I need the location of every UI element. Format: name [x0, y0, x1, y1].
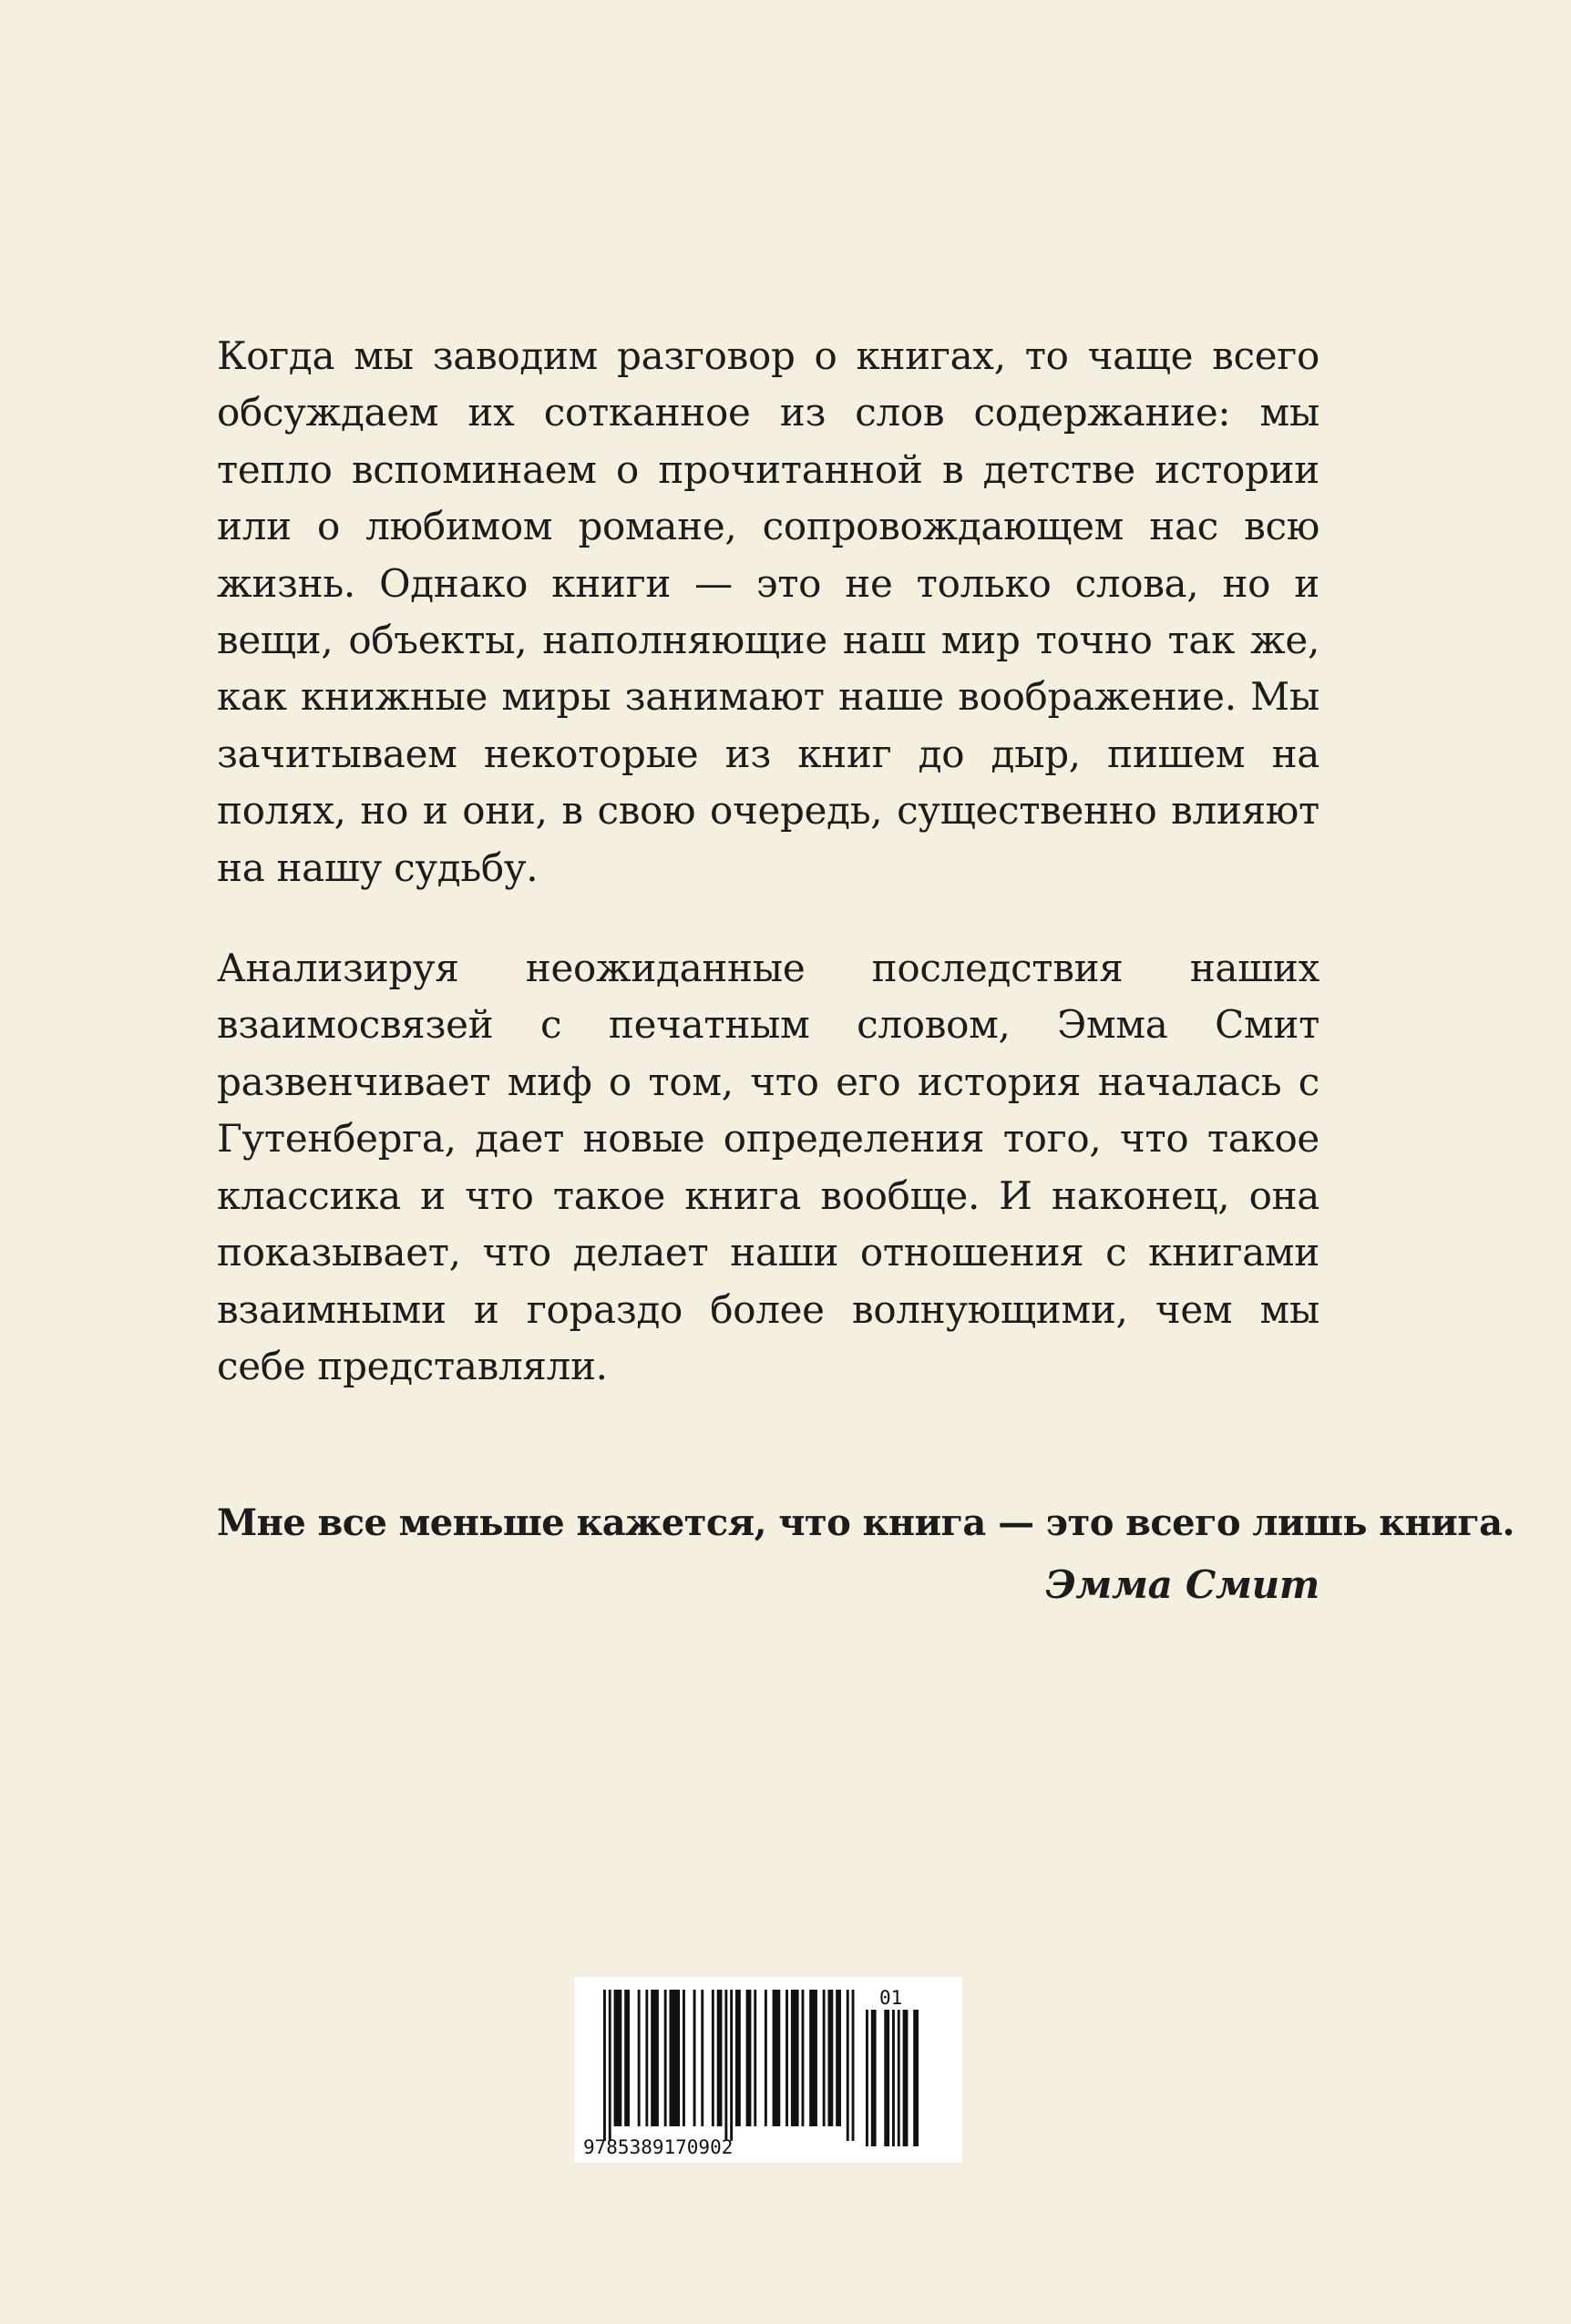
- barcode-bar: [717, 1990, 723, 2126]
- barcode-bar: [791, 1990, 799, 2126]
- barcode-bar: [765, 1990, 767, 2126]
- annotation-text: [217, 328, 1515, 1613]
- barcode-bar: [754, 1990, 756, 2126]
- barcode-bar: [828, 1990, 834, 2126]
- annotation-paragraph-1: Когда мы заводим разговор о книгах, то чаще всего обсуждаем их сотканное из слов содержание: мы тепло вспоминаем о прочитанной в детстве истории или о любимом романе, сопровождающем нас всю жизнь. Однако книги — это не только слова, но и вещи, объекты, наполняющие наш мир точно так же, как книжные миры занимают наше воображение. Мы зачитываем некоторые из книг до дыр, пишем на полях, но и они, в свою очередь, существенно влияют на нашу судьбу.: [217, 333, 1319, 890]
- barcode-bar: [724, 1990, 727, 2141]
- barcode-bar: [670, 1990, 681, 2126]
- barcode-bar: [735, 1990, 741, 2126]
- annotation-paragraph-2: Анализируя неожиданные последствия наших взаимосвязей с печатным словом, Эмма Смит развенчивает миф о том, что его история началась с Гутенберга, дает новые определения того, что такое классика и что такое книга вообще. И наконец, она показывает, что делает наши отношения с книгами взаимными и гораздо более волнующими, чем мы себе представляли.: [217, 946, 1319, 1388]
- barcode-bar: [884, 2010, 889, 2146]
- barcode-bar: [871, 2010, 877, 2146]
- barcode-bar: [847, 1990, 849, 2141]
- barcode-addon-digits: 01: [879, 1987, 903, 2009]
- barcode-bar: [786, 1990, 788, 2126]
- quote-author: Эмма Смит: [1045, 1562, 1319, 1608]
- barcode-bar: [614, 1990, 622, 2126]
- barcode-bar: [683, 1990, 685, 2126]
- barcode-bar: [693, 1990, 696, 2126]
- barcode-bar: [609, 1990, 611, 2141]
- barcode-bar: [903, 2010, 909, 2146]
- barcode-bar: [603, 1990, 606, 2141]
- barcode-bar: [836, 1990, 841, 2126]
- barcode-bar: [913, 2010, 919, 2146]
- barcode-bar: [624, 1990, 630, 2126]
- barcode-bar: [802, 1990, 805, 2126]
- barcode-bar: [809, 1990, 817, 2126]
- epigraph-quote: Мне все меньше кажется, что книга — это всего лишь книга.: [217, 1501, 1515, 1545]
- barcode-bar: [664, 1990, 667, 2126]
- barcode-bar: [746, 1990, 752, 2126]
- barcode-bar: [651, 1990, 659, 2126]
- barcode-bar: [892, 2010, 895, 2146]
- isbn-barcode: [574, 1977, 962, 2163]
- barcode-bar: [866, 2010, 868, 2146]
- barcode-bar: [701, 1990, 703, 2126]
- barcode-bar: [898, 2010, 900, 2146]
- barcode-graphic: [574, 1977, 962, 2163]
- barcode-bar: [645, 1990, 648, 2126]
- barcode-bar: [852, 1990, 855, 2141]
- barcode-bar: [638, 1990, 641, 2126]
- barcode-digits: 9785389170902: [583, 2136, 734, 2158]
- barcode-bar: [712, 1990, 714, 2126]
- barcode-bar: [730, 1990, 733, 2141]
- barcode-bar: [823, 1990, 826, 2126]
- barcode-bar: [773, 1990, 781, 2126]
